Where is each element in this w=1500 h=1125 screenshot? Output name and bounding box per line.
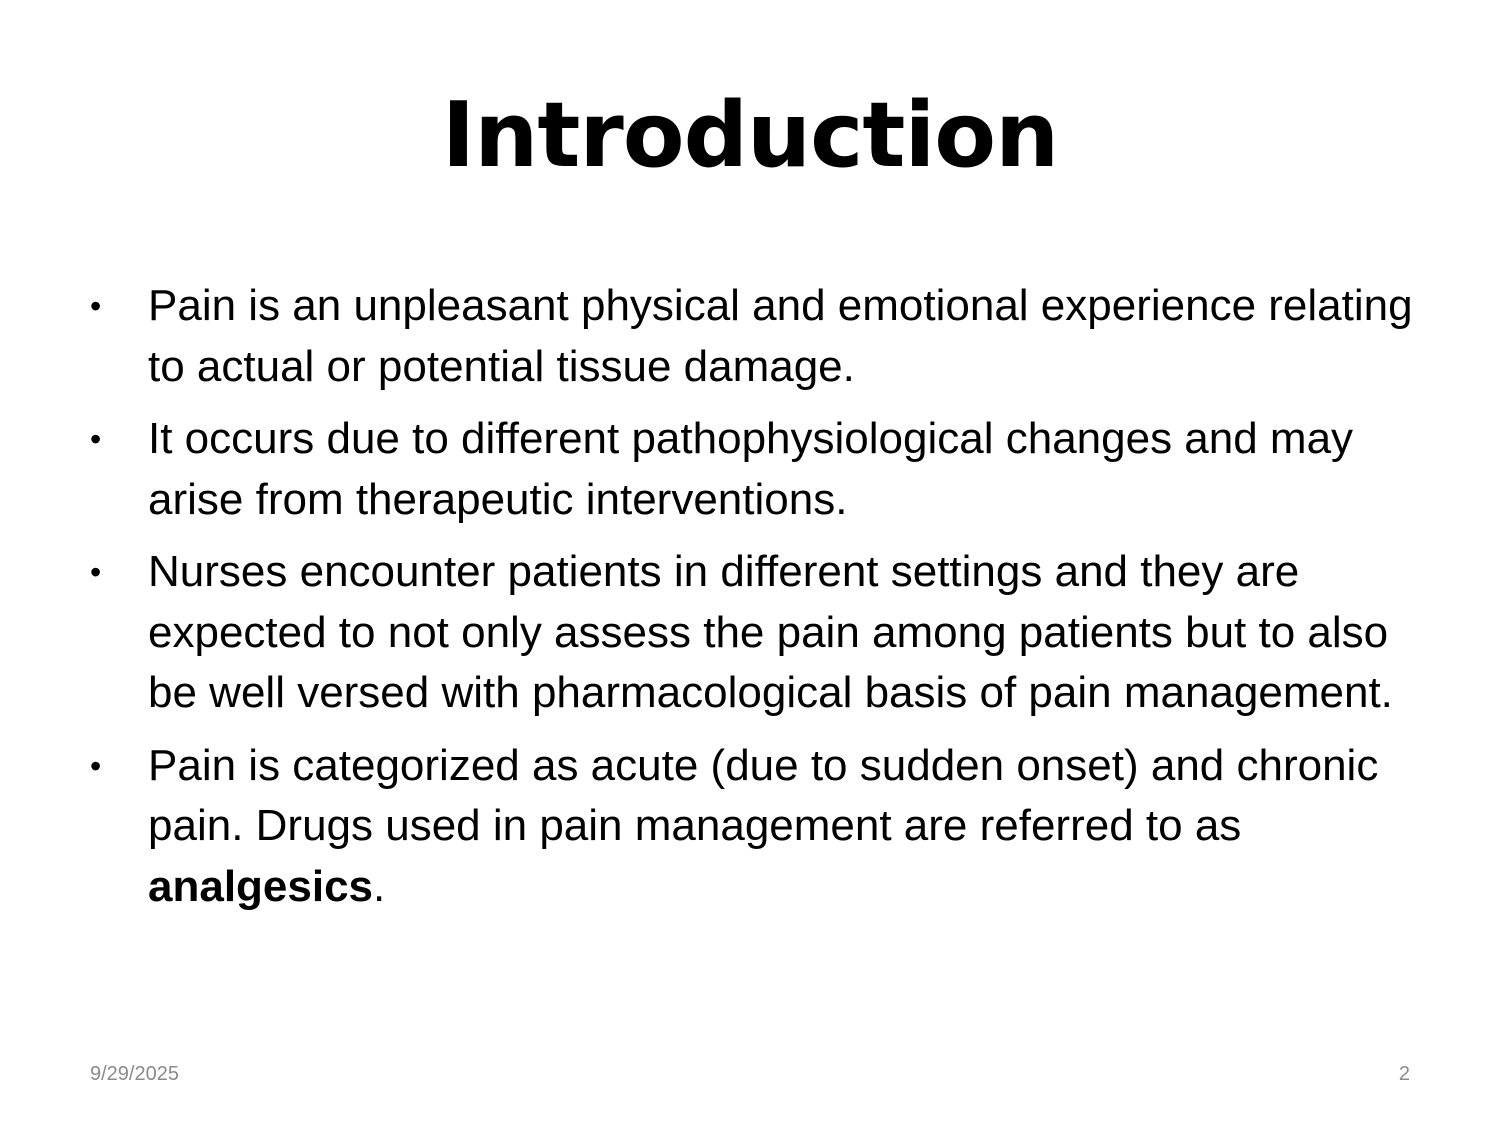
bullet-text: Nurses encounter patients in different settings and they are expected to not only assess the pain among patients but to also be well versed with pharmacological basis of pain management. (148, 547, 1393, 717)
footer-page-number: 2 (1398, 1063, 1410, 1085)
bullet-text: Pain is an unpleasant physical and emotional experience relating to actual or potential tissue damage. (148, 281, 1413, 391)
bullet-item (90, 736, 1420, 918)
slide-title: Introduction (441, 83, 1059, 188)
bullet-item (90, 276, 1420, 397)
bullet-icon: • (90, 288, 102, 324)
bullet-text (148, 741, 1378, 911)
bullet-list (90, 276, 1420, 929)
bullet-icon: • (90, 747, 102, 784)
bullet-icon: • (90, 554, 102, 590)
bullet-item (90, 542, 1420, 724)
bullet-text: It occurs due to different pathophysiological changes and may arise from therapeutic interventions. (148, 414, 1354, 524)
bullet-icon: • (90, 421, 102, 457)
bullet-text-part: Pain is categorized as acute (due to sudden onset) and chronic pain. Drugs used in pain management are referred to as (148, 740, 1379, 850)
bullet-item (90, 409, 1420, 530)
footer-date: 9/29/2025 (90, 1063, 179, 1085)
bullet-text-part: . (373, 861, 386, 911)
emphasized-term: analgesics (148, 861, 374, 911)
